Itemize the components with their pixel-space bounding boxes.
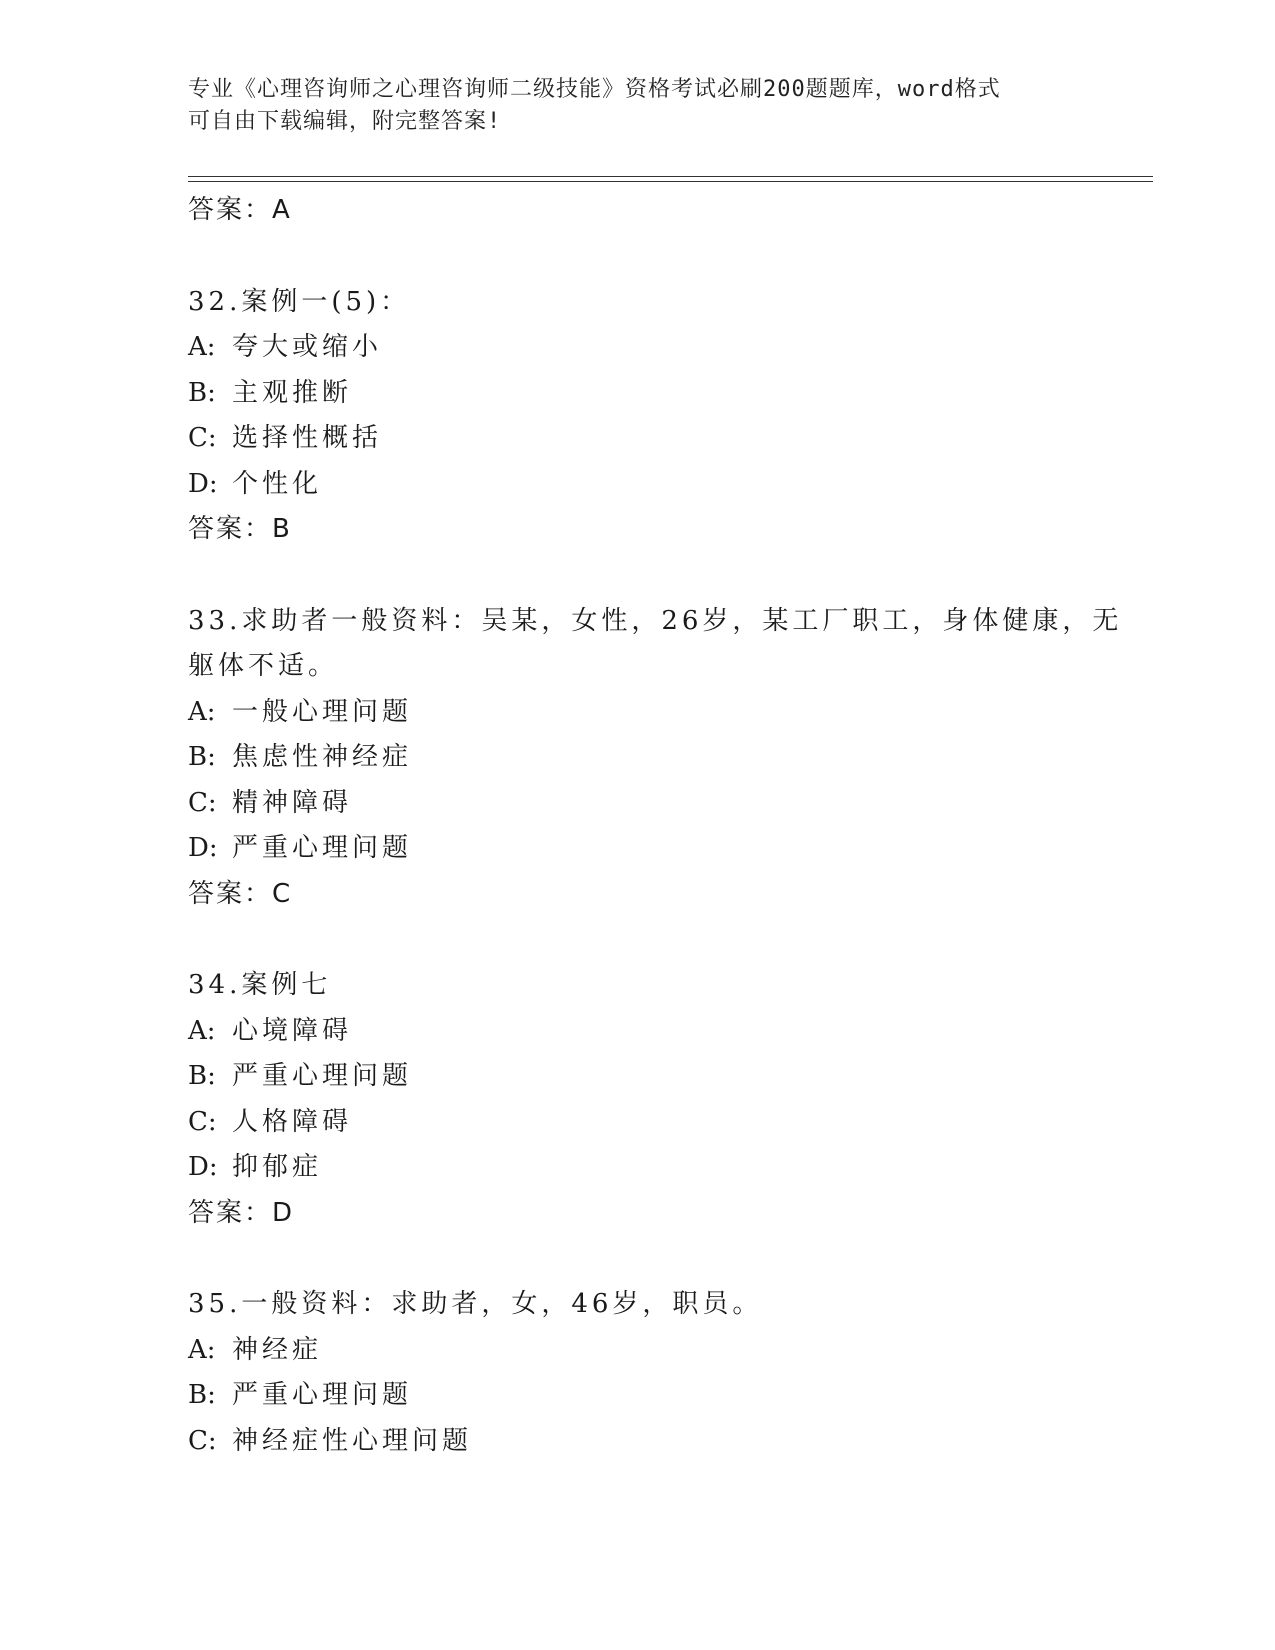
option-letter: B: bbox=[188, 1380, 216, 1410]
spacer bbox=[188, 553, 1088, 599]
option-item bbox=[188, 826, 1088, 872]
answer-line: 答案：B bbox=[188, 514, 292, 544]
option-item bbox=[188, 462, 1088, 508]
option-item bbox=[188, 690, 1088, 736]
option-item bbox=[188, 1100, 1088, 1146]
option-text: 抑郁症 bbox=[232, 1152, 323, 1182]
option-text: 人格障碍 bbox=[232, 1106, 353, 1137]
question-block bbox=[188, 963, 1088, 1236]
option-letter: A: bbox=[188, 332, 216, 362]
question-stem-continued: 躯体不适。 bbox=[188, 651, 339, 681]
option-text: 夸大或缩小 bbox=[232, 332, 383, 362]
header-line-1: 专业《心理咨询师之心理咨询师二级技能》资格考试必刷200题题库，word格式 bbox=[188, 77, 1001, 102]
header-divider-bottom bbox=[188, 181, 1153, 182]
answer-line: 答案：A bbox=[188, 195, 292, 225]
question-list bbox=[188, 188, 1123, 1464]
option-letter: B: bbox=[188, 377, 216, 408]
header-divider-top bbox=[188, 176, 1153, 177]
option-item bbox=[188, 1373, 1088, 1419]
option-text: 焦虑性神经症 bbox=[232, 742, 413, 772]
question-stem: 34.案例七 bbox=[188, 970, 332, 1000]
option-text: 一般心理问题 bbox=[232, 696, 413, 727]
option-letter: B: bbox=[188, 742, 216, 772]
answer-line: 答案：C bbox=[188, 878, 293, 909]
question-stem: 35.一般资料：求助者，女，46岁，职员。 bbox=[188, 1289, 763, 1319]
option-letter: D: bbox=[188, 1152, 218, 1182]
option-letter: C: bbox=[188, 1425, 217, 1456]
option-letter: A: bbox=[188, 696, 216, 727]
option-item bbox=[188, 781, 1088, 827]
option-letter: D: bbox=[188, 468, 218, 499]
option-item bbox=[188, 1009, 1088, 1055]
option-letter: A: bbox=[188, 1334, 216, 1365]
answer-line: 答案：D bbox=[188, 1197, 295, 1228]
option-item bbox=[188, 735, 1088, 781]
question-stem: 32.案例一(5)： bbox=[188, 286, 411, 317]
option-letter: D: bbox=[188, 833, 218, 863]
option-text: 严重心理问题 bbox=[232, 1061, 413, 1091]
option-letter: C: bbox=[188, 1106, 217, 1137]
spacer bbox=[188, 917, 1088, 963]
option-text: 神经症 bbox=[232, 1334, 323, 1365]
option-text: 严重心理问题 bbox=[232, 833, 413, 863]
option-letter: A: bbox=[188, 1015, 216, 1046]
option-text: 神经症性心理问题 bbox=[232, 1425, 473, 1456]
question-block bbox=[188, 599, 1123, 918]
option-item bbox=[188, 371, 1088, 417]
option-text: 个性化 bbox=[232, 468, 323, 499]
option-letter: C: bbox=[188, 787, 217, 818]
option-text: 精神障碍 bbox=[232, 787, 353, 818]
option-item bbox=[188, 1145, 1088, 1191]
spacer bbox=[188, 234, 1088, 280]
option-item bbox=[188, 1054, 1088, 1100]
question-block bbox=[188, 1282, 1088, 1464]
option-letter: B: bbox=[188, 1061, 216, 1091]
header-line-2: 可自由下载编辑，附完整答案! bbox=[188, 109, 502, 134]
option-text: 选择性概括 bbox=[232, 423, 383, 453]
option-text: 严重心理问题 bbox=[232, 1380, 413, 1410]
option-item bbox=[188, 1419, 1088, 1465]
question-stem: 33.求助者一般资料：吴某，女性，26岁，某工厂职工，身体健康，无 bbox=[188, 605, 1123, 636]
option-item bbox=[188, 325, 1088, 371]
option-text: 主观推断 bbox=[232, 377, 353, 408]
option-item bbox=[188, 1328, 1088, 1374]
option-letter: C: bbox=[188, 423, 217, 453]
option-text: 心境障碍 bbox=[232, 1015, 353, 1046]
document-header bbox=[188, 74, 1068, 138]
option-item bbox=[188, 416, 1088, 462]
spacer bbox=[188, 1236, 1088, 1282]
question-block bbox=[188, 280, 1088, 553]
